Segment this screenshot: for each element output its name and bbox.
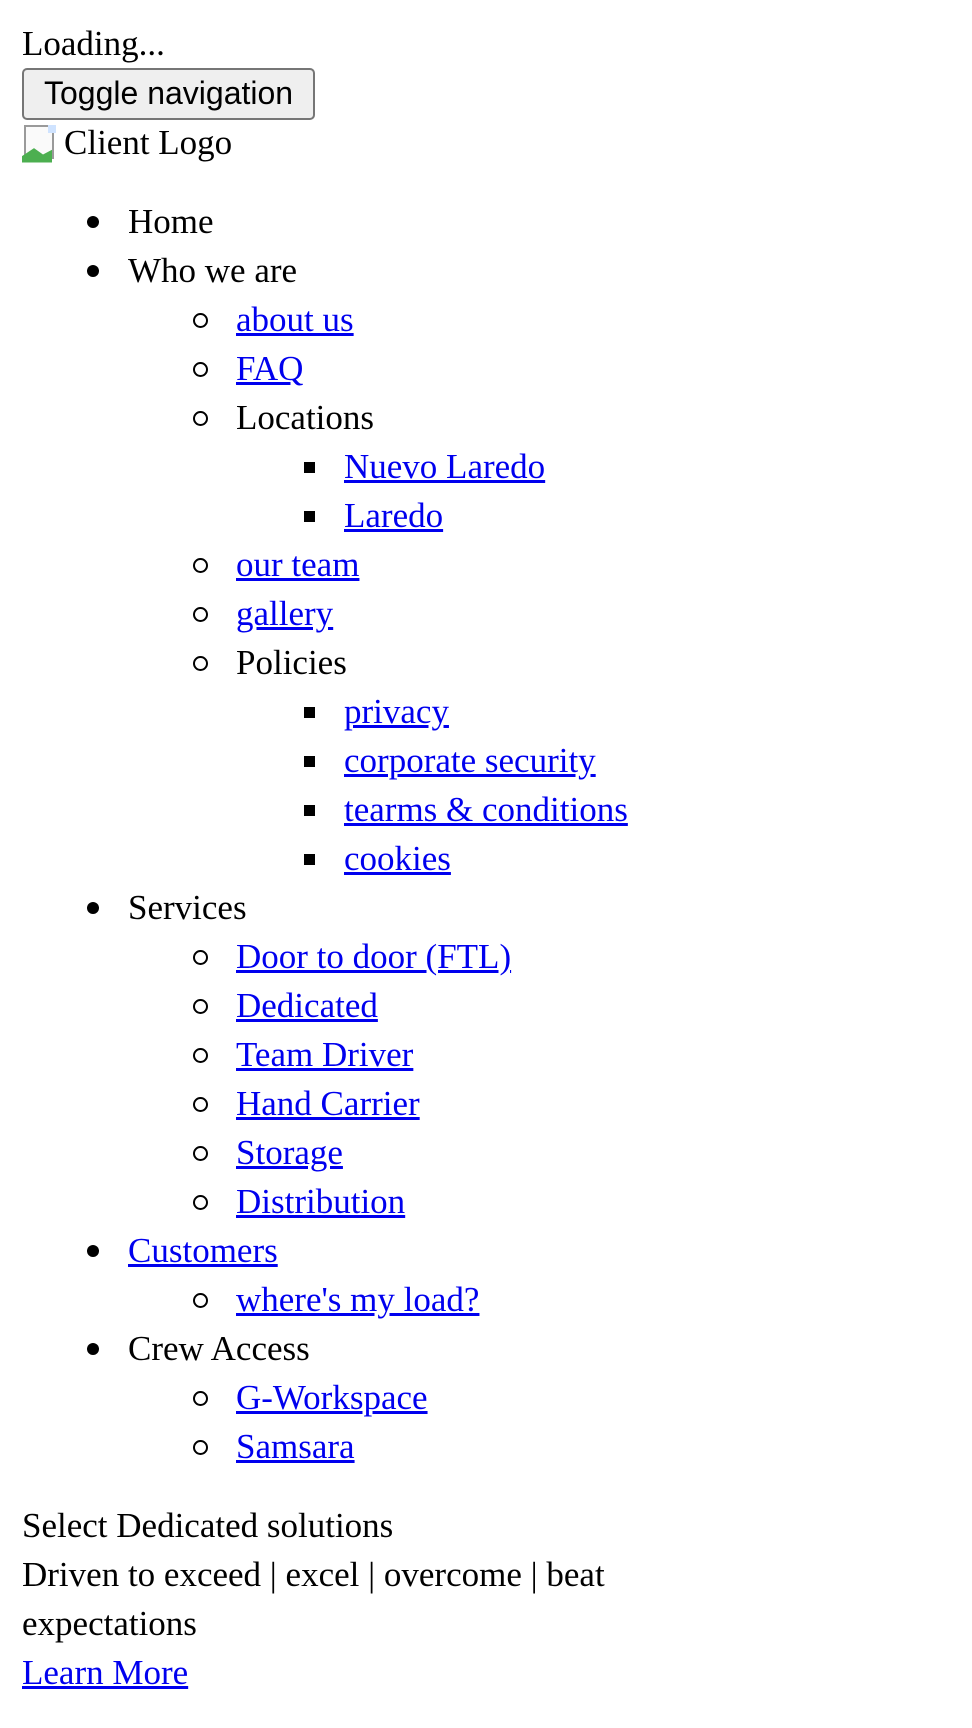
nav-item-policies[interactable] [236, 638, 950, 883]
nav-item-customers [128, 1226, 950, 1324]
nav-item-who-we-are-label: Who we are [128, 251, 298, 290]
nav-item-home[interactable] [128, 197, 950, 246]
faq-link[interactable]: FAQ [236, 349, 304, 388]
client-logo-alt-text: Client Logo [64, 123, 233, 162]
nav-item-g-workspace [236, 1373, 950, 1422]
nav-item-dedicated [236, 981, 950, 1030]
hero-section [22, 1501, 950, 1697]
privacy-link[interactable]: privacy [344, 692, 449, 731]
nav-item-hand-carrier [236, 1079, 950, 1128]
corporate-security-link[interactable]: corporate security [344, 741, 596, 780]
samsara-link[interactable]: Samsara [236, 1427, 355, 1466]
learn-more-link[interactable]: Learn More [22, 1653, 189, 1692]
distribution-link[interactable]: Distribution [236, 1182, 406, 1221]
nav-item-who-we-are[interactable] [128, 246, 950, 883]
nav-item-services[interactable] [128, 883, 950, 1226]
nav-item-privacy [344, 687, 950, 736]
team-driver-link[interactable]: Team Driver [236, 1035, 414, 1074]
services-submenu [128, 932, 950, 1226]
broken-image-icon [22, 123, 62, 163]
our-team-link[interactable]: our team [236, 545, 360, 584]
customers-link[interactable]: Customers [128, 1231, 278, 1270]
nav-item-locations[interactable] [236, 393, 950, 540]
nav-item-crew-access[interactable] [128, 1324, 950, 1471]
laredo-link[interactable]: Laredo [344, 496, 444, 535]
nav-item-team-driver [236, 1030, 950, 1079]
hand-carrier-link[interactable]: Hand Carrier [236, 1084, 420, 1123]
nav-item-samsara [236, 1422, 950, 1471]
gallery-link[interactable]: gallery [236, 594, 334, 633]
nav-item-corporate-security [344, 736, 950, 785]
nav-item-laredo [344, 491, 950, 540]
policies-submenu [236, 687, 950, 883]
loading-text: Loading... [22, 24, 165, 63]
storage-link[interactable]: Storage [236, 1133, 343, 1172]
nav-item-door-to-door [236, 932, 950, 981]
nav-item-gallery [236, 589, 950, 638]
locations-submenu [236, 442, 950, 540]
hero-tagline-line-2: expectations [22, 1604, 197, 1643]
nav-item-services-label: Services [128, 888, 247, 927]
toggle-navigation-button[interactable]: Toggle navigation [22, 68, 315, 120]
crew-access-submenu [128, 1373, 950, 1471]
wheres-my-load-link[interactable]: where's my load? [236, 1280, 480, 1319]
nav-item-terms [344, 785, 950, 834]
nav-item-cookies [344, 834, 950, 883]
nav-item-nuevo-laredo [344, 442, 950, 491]
nuevo-laredo-link[interactable]: Nuevo Laredo [344, 447, 546, 486]
hero-title: Select Dedicated solutions [22, 1506, 394, 1545]
nav-item-locations-label: Locations [236, 398, 375, 437]
nav-item-our-team [236, 540, 950, 589]
g-workspace-link[interactable]: G-Workspace [236, 1378, 428, 1417]
customers-submenu [128, 1275, 950, 1324]
dedicated-link[interactable]: Dedicated [236, 986, 378, 1025]
nav-item-crew-access-label: Crew Access [128, 1329, 310, 1368]
hero-tagline-line-1: Driven to exceed | excel | overcome | beat [22, 1555, 605, 1594]
nav-item-distribution [236, 1177, 950, 1226]
nav-item-about-us [236, 295, 950, 344]
cookies-link[interactable]: cookies [344, 839, 451, 878]
door-to-door-link[interactable]: Door to door (FTL) [236, 937, 512, 976]
terms-conditions-link[interactable]: tearms & conditions [344, 790, 628, 829]
about-us-link[interactable]: about us [236, 300, 354, 339]
nav-item-policies-label: Policies [236, 643, 347, 682]
nav-item-faq [236, 344, 950, 393]
nav-item-wheres-my-load [236, 1275, 950, 1324]
who-we-are-submenu [128, 295, 950, 883]
main-navigation [22, 197, 950, 1471]
nav-item-home-label: Home [128, 202, 214, 241]
nav-item-storage [236, 1128, 950, 1177]
client-logo[interactable] [22, 118, 950, 167]
